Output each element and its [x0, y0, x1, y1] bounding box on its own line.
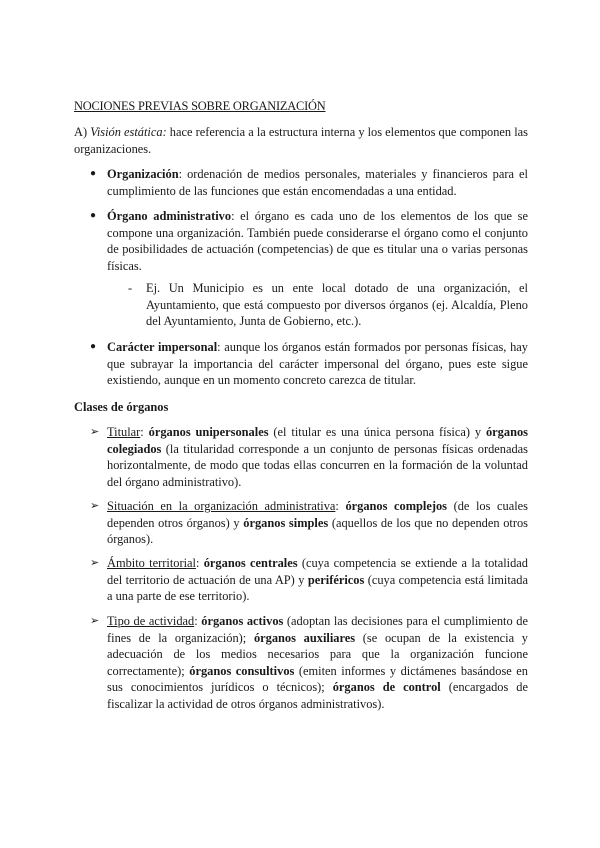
- bullet-term: Carácter impersonal: [107, 340, 218, 354]
- intro-term: Visión estática:: [90, 125, 167, 139]
- dash-marker: -: [128, 281, 133, 295]
- sub-item-text: Ej. Un Municipio es un ente local dotado de una organización, el Ayuntamiento, que está compuesto por diversos órganos (ej. Alcaldía, Pleno del Ayuntamiento, Junta de Gobierno, etc.).: [146, 281, 528, 328]
- intro-paragraph: [74, 124, 528, 157]
- sub-item-example: [128, 280, 528, 330]
- bullet-organizacion: [90, 166, 528, 199]
- bullet-icon: ●: [90, 210, 97, 221]
- bullet-icon: ●: [90, 168, 97, 179]
- clases-heading: Clases de órganos: [74, 400, 169, 414]
- clase-item-situacion: ➢ Situación en la organización administrativa: órganos complejos (de los cuales dependen otros órganos) y órganos simples (aquellos de los que no dependen otros órganos).: [90, 499, 528, 546]
- clase-label: Tipo de actividad: [107, 614, 195, 628]
- bullet-text: : el órgano es cada uno de los elementos de los que se compone una organización. También puede considerarse el órgano como el conjunto de posibilidades de actuación (competencias) de que es titular una o varias personas físicas.: [107, 209, 528, 273]
- arrow-icon: ➢: [90, 614, 100, 627]
- intro-prefix: A): [74, 125, 91, 139]
- arrow-icon: ➢: [90, 556, 100, 569]
- bullet-term: Organización: [107, 167, 179, 181]
- arrow-icon: ➢: [90, 499, 100, 512]
- intro-text: hace referencia a la estructura interna y los elementos que componen las organizaciones.: [74, 125, 528, 156]
- bullet-icon: ●: [90, 341, 97, 352]
- clase-label: Titular: [107, 425, 141, 439]
- arrow-icon: ➢: [90, 425, 100, 438]
- bullet-organo-administrativo: [90, 208, 528, 274]
- clase-item-titular: ➢ Titular: órganos unipersonales (el titular es una única persona física) y órganos colegiados (la titularidad corresponde a un conjunto de personas físicas ordenadas horizontalmente, de modo que todas ellas concurren en la formación de la voluntad del órgano administrativo).: [90, 425, 528, 489]
- bullet-caracter-impersonal: [90, 339, 528, 389]
- bullet-text: : ordenación de medios personales, materiales y financieros para el cumplimiento de las funciones que están encomendadas a una entidad.: [107, 167, 528, 198]
- bullet-term: Órgano administrativo: [107, 209, 232, 223]
- bullet-text: : aunque los órganos están formados por personas físicas, hay que subrayar la importancia del carácter impersonal del órgano, pues este sigue existiendo, aunque en un momento concreto carezca de titular.: [107, 340, 528, 387]
- clase-label: Ámbito territorial: [107, 556, 196, 570]
- page-title: NOCIONES PREVIAS SOBRE ORGANIZACIÓN: [74, 99, 326, 113]
- clase-item-ambito: ➢ Ámbito territorial: órganos centrales (cuya competencia se extiende a la totalidad del territorio de actuación de una AP) y periféricos (cuya competencia está limitada a una parte de ese territorio).: [90, 556, 528, 603]
- clase-item-tipo-actividad: ➢ Tipo de actividad: órganos activos (adoptan las decisiones para el cumplimiento de fines de la organización); órganos auxiliares (se ocupan de la existencia y adecuación de los medios necesarios para que la organización funcione correctamente); órganos consultivos (emiten informes y dictámenes basándose en sus conocimientos jurídicos o técnicos); órganos de control (encargados de fiscalizar la actividad de otros órganos administrativos).: [90, 614, 529, 711]
- clase-label: Situación en la organización administrativa: [107, 499, 336, 513]
